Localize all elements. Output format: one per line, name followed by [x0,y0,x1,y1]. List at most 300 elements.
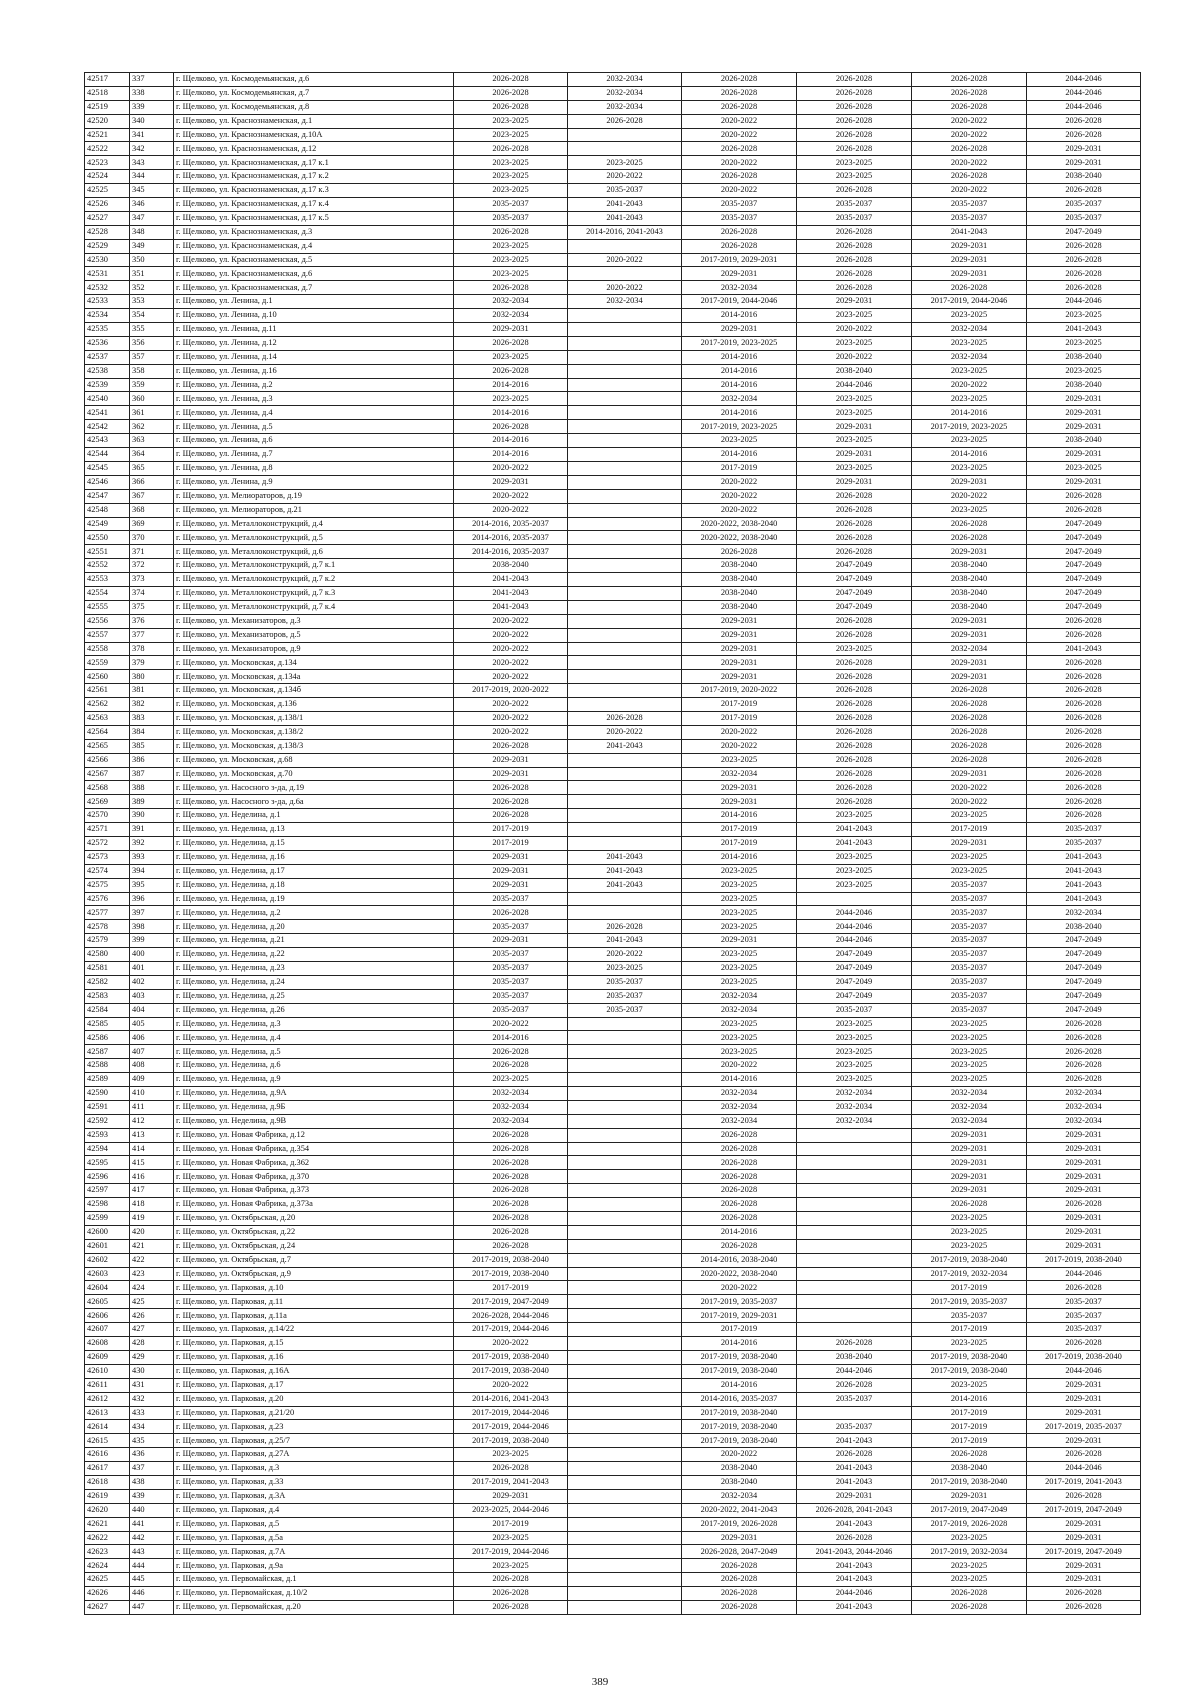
record-id-cell: 42623 [85,1545,130,1559]
period-2-cell [568,1295,682,1309]
address-cell: г. Щелково, ул. Парковая, д.21/20 [174,1406,454,1420]
period-5-cell: 2029-2031 [912,656,1027,670]
period-4-cell: 2026-2028 [797,489,912,503]
period-2-cell [568,823,682,837]
period-4-cell: 2038-2040 [797,364,912,378]
period-2-cell [568,670,682,684]
period-3-cell: 2020-2022 [682,1281,797,1295]
period-2-cell [568,239,682,253]
address-cell: г. Щелково, ул. Неделина, д.22 [174,948,454,962]
address-cell: г. Щелково, ул. Парковая, д.11 [174,1295,454,1309]
period-3-cell: 2014-2016 [682,809,797,823]
record-id-cell: 42562 [85,698,130,712]
period-2-cell [568,448,682,462]
period-2-cell [568,767,682,781]
period-4-cell: 2026-2028 [797,739,912,753]
table-row [85,767,1141,781]
row-number-cell: 371 [130,545,174,559]
row-number-cell: 446 [130,1587,174,1601]
period-3-cell: 2023-2025 [682,906,797,920]
period-3-cell: 2029-2031 [682,795,797,809]
period-3-cell: 2026-2028 [682,1573,797,1587]
period-2-cell [568,1309,682,1323]
period-4-cell [797,1253,912,1267]
period-5-cell: 2023-2025 [912,364,1027,378]
record-id-cell: 42573 [85,850,130,864]
period-6-cell: 2026-2028 [1027,253,1141,267]
period-3-cell: 2017-2019, 2035-2037 [682,1295,797,1309]
period-5-cell: 2023-2025 [912,1212,1027,1226]
record-id-cell: 42548 [85,503,130,517]
row-number-cell: 391 [130,823,174,837]
table-row [85,461,1141,475]
period-3-cell: 2017-2019, 2023-2025 [682,420,797,434]
table-row [85,1128,1141,1142]
period-3-cell: 2023-2025 [682,1045,797,1059]
table-row [85,1073,1141,1087]
period-6-cell: 2032-2034 [1027,1114,1141,1128]
period-1-cell: 2020-2022 [454,698,568,712]
period-5-cell: 2029-2031 [912,836,1027,850]
period-4-cell: 2026-2028 [797,253,912,267]
record-id-cell: 42535 [85,323,130,337]
period-5-cell: 2020-2022 [912,156,1027,170]
row-number-cell: 435 [130,1434,174,1448]
table-row [85,267,1141,281]
record-id-cell: 42545 [85,461,130,475]
period-3-cell: 2023-2025 [682,1031,797,1045]
period-5-cell: 2026-2028 [912,517,1027,531]
row-number-cell: 398 [130,920,174,934]
period-4-cell [797,1128,912,1142]
period-2-cell [568,1059,682,1073]
period-2-cell: 2020-2022 [568,253,682,267]
period-3-cell: 2026-2028 [682,1198,797,1212]
address-cell: г. Щелково, ул. Московская, д.138/1 [174,711,454,725]
period-3-cell: 2026-2028 [682,1184,797,1198]
period-3-cell: 2026-2028 [682,225,797,239]
period-6-cell: 2026-2028 [1027,795,1141,809]
period-6-cell: 2026-2028 [1027,809,1141,823]
period-4-cell: 2029-2031 [797,420,912,434]
row-number-cell: 447 [130,1600,174,1614]
period-1-cell: 2026-2028 [454,1184,568,1198]
period-2-cell [568,628,682,642]
row-number-cell: 344 [130,170,174,184]
record-id-cell: 42550 [85,531,130,545]
period-5-cell: 2035-2037 [912,211,1027,225]
period-2-cell [568,656,682,670]
record-id-cell: 42595 [85,1156,130,1170]
period-5-cell: 2026-2028 [912,698,1027,712]
address-cell: г. Щелково, ул. Московская, д.134а [174,670,454,684]
table-row [85,1475,1141,1489]
row-number-cell: 338 [130,86,174,100]
period-1-cell: 2014-2016 [454,448,568,462]
period-5-cell: 2035-2037 [912,892,1027,906]
table-row [85,711,1141,725]
period-4-cell: 2026-2028 [797,545,912,559]
period-4-cell: 2026-2028 [797,656,912,670]
period-3-cell: 2014-2016, 2035-2037 [682,1392,797,1406]
period-1-cell: 2026-2028 [454,73,568,87]
record-id-cell: 42625 [85,1573,130,1587]
table-row [85,1045,1141,1059]
period-1-cell: 2026-2028 [454,1170,568,1184]
period-6-cell: 2038-2040 [1027,378,1141,392]
period-5-cell: 2017-2019 [912,1281,1027,1295]
row-number-cell: 409 [130,1073,174,1087]
period-1-cell: 2020-2022 [454,628,568,642]
period-3-cell: 2017-2019, 2044-2046 [682,295,797,309]
table-row [85,586,1141,600]
period-2-cell [568,503,682,517]
record-id-cell: 42557 [85,628,130,642]
period-5-cell: 2029-2031 [912,267,1027,281]
row-number-cell: 408 [130,1059,174,1073]
period-5-cell: 2026-2028 [912,1587,1027,1601]
table-row [85,1059,1141,1073]
table-row [85,531,1141,545]
row-number-cell: 337 [130,73,174,87]
row-number-cell: 381 [130,684,174,698]
period-2-cell: 2041-2043 [568,739,682,753]
period-4-cell: 2026-2028 [797,184,912,198]
table-row [85,170,1141,184]
record-id-cell: 42520 [85,114,130,128]
period-6-cell: 2035-2037 [1027,836,1141,850]
period-3-cell: 2017-2019, 2023-2025 [682,336,797,350]
period-2-cell [568,128,682,142]
period-3-cell: 2038-2040 [682,1462,797,1476]
period-2-cell [568,1600,682,1614]
table-row [85,1364,1141,1378]
table-row [85,1434,1141,1448]
row-number-cell: 445 [130,1573,174,1587]
record-id-cell: 42575 [85,878,130,892]
record-id-cell: 42537 [85,350,130,364]
table-row [85,836,1141,850]
period-6-cell: 2026-2028 [1027,781,1141,795]
period-1-cell: 2026-2028 [454,1600,568,1614]
address-cell: г. Щелково, ул. Парковая, д.16А [174,1364,454,1378]
row-number-cell: 347 [130,211,174,225]
record-id-cell: 42536 [85,336,130,350]
record-id-cell: 42529 [85,239,130,253]
period-2-cell [568,1156,682,1170]
period-6-cell: 2026-2028 [1027,698,1141,712]
address-cell: г. Щелково, ул. Ленина, д.8 [174,461,454,475]
period-3-cell: 2023-2025 [682,753,797,767]
period-1-cell: 2014-2016, 2035-2037 [454,531,568,545]
period-6-cell: 2026-2028 [1027,656,1141,670]
table-row [85,1462,1141,1476]
period-4-cell: 2026-2028 [797,73,912,87]
address-cell: г. Щелково, ул. Неделина, д.24 [174,975,454,989]
table-row [85,1156,1141,1170]
period-1-cell: 2026-2028 [454,142,568,156]
period-1-cell: 2020-2022 [454,1378,568,1392]
address-cell: г. Щелково, ул. Октябрьская, д.9 [174,1267,454,1281]
period-2-cell [568,517,682,531]
record-id-cell: 42619 [85,1489,130,1503]
record-id-cell: 42561 [85,684,130,698]
period-3-cell: 2026-2028 [682,1142,797,1156]
period-6-cell: 2047-2049 [1027,559,1141,573]
address-cell: г. Щелково, ул. Ленина, д.7 [174,448,454,462]
period-3-cell: 2017-2019, 2038-2040 [682,1420,797,1434]
table-row [85,295,1141,309]
period-3-cell: 2014-2016 [682,406,797,420]
period-2-cell [568,1420,682,1434]
period-2-cell [568,461,682,475]
row-number-cell: 375 [130,600,174,614]
period-1-cell: 2029-2031 [454,767,568,781]
address-cell: г. Щелково, ул. Парковая, д.17 [174,1378,454,1392]
period-2-cell [568,753,682,767]
period-4-cell: 2047-2049 [797,559,912,573]
table-row [85,1017,1141,1031]
period-3-cell: 2023-2025 [682,975,797,989]
period-1-cell: 2038-2040 [454,559,568,573]
table-row [85,378,1141,392]
period-6-cell: 2029-2031 [1027,156,1141,170]
period-1-cell: 2017-2019 [454,1517,568,1531]
row-number-cell: 430 [130,1364,174,1378]
period-4-cell: 2023-2025 [797,850,912,864]
address-cell: г. Щелково, ул. Ленина, д.10 [174,309,454,323]
period-1-cell: 2035-2037 [454,1003,568,1017]
period-3-cell: 2032-2034 [682,1087,797,1101]
row-number-cell: 366 [130,475,174,489]
table-row [85,350,1141,364]
row-number-cell: 349 [130,239,174,253]
period-2-cell [568,1337,682,1351]
period-5-cell: 2023-2025 [912,392,1027,406]
period-5-cell: 2017-2019 [912,1406,1027,1420]
period-5-cell: 2035-2037 [912,1309,1027,1323]
period-6-cell: 2029-2031 [1027,1128,1141,1142]
address-cell: г. Щелково, ул. Металлоконструкций, д.7 к.4 [174,600,454,614]
period-5-cell: 2023-2025 [912,1337,1027,1351]
period-5-cell: 2023-2025 [912,1239,1027,1253]
row-number-cell: 426 [130,1309,174,1323]
row-number-cell: 359 [130,378,174,392]
period-5-cell: 2017-2019 [912,1434,1027,1448]
period-6-cell: 2038-2040 [1027,350,1141,364]
table-row [85,420,1141,434]
record-id-cell: 42552 [85,559,130,573]
period-6-cell: 2029-2031 [1027,1406,1141,1420]
period-6-cell: 2026-2028 [1027,128,1141,142]
period-5-cell: 2026-2028 [912,73,1027,87]
period-1-cell: 2017-2019, 2041-2043 [454,1475,568,1489]
period-1-cell: 2020-2022 [454,489,568,503]
period-6-cell: 2026-2028 [1027,1017,1141,1031]
period-3-cell: 2032-2034 [682,1100,797,1114]
row-number-cell: 388 [130,781,174,795]
period-6-cell: 2029-2031 [1027,1573,1141,1587]
table-row [85,545,1141,559]
period-1-cell: 2029-2031 [454,1489,568,1503]
table-row [85,489,1141,503]
period-2-cell: 2020-2022 [568,281,682,295]
period-3-cell: 2014-2016 [682,378,797,392]
period-3-cell: 2038-2040 [682,573,797,587]
period-1-cell: 2026-2028 [454,739,568,753]
period-1-cell: 2017-2019, 2044-2046 [454,1420,568,1434]
table-row [85,1489,1141,1503]
period-4-cell: 2026-2028, 2041-2043 [797,1503,912,1517]
record-id-cell: 42522 [85,142,130,156]
period-6-cell: 2029-2031 [1027,142,1141,156]
row-number-cell: 358 [130,364,174,378]
row-number-cell: 415 [130,1156,174,1170]
period-5-cell: 2017-2019 [912,1323,1027,1337]
record-id-cell: 42588 [85,1059,130,1073]
period-2-cell [568,364,682,378]
row-number-cell: 394 [130,864,174,878]
address-cell: г. Щелково, ул. Неделина, д.19 [174,892,454,906]
address-cell: г. Щелково, ул. Парковая, д.14/22 [174,1323,454,1337]
address-cell: г. Щелково, ул. Неделина, д.23 [174,962,454,976]
period-2-cell [568,1378,682,1392]
period-6-cell: 2026-2028 [1027,767,1141,781]
address-cell: г. Щелково, ул. Неделина, д.4 [174,1031,454,1045]
row-number-cell: 412 [130,1114,174,1128]
period-2-cell [568,892,682,906]
period-1-cell: 2014-2016 [454,406,568,420]
period-4-cell: 2026-2028 [797,517,912,531]
record-id-cell: 42594 [85,1142,130,1156]
period-1-cell: 2035-2037 [454,948,568,962]
period-1-cell: 2017-2019, 2038-2040 [454,1434,568,1448]
table-row [85,1420,1141,1434]
period-2-cell: 2026-2028 [568,114,682,128]
period-5-cell: 2032-2034 [912,1114,1027,1128]
period-3-cell: 2032-2034 [682,1489,797,1503]
period-1-cell: 2026-2028 [454,1142,568,1156]
period-4-cell: 2026-2028 [797,684,912,698]
row-number-cell: 402 [130,975,174,989]
period-3-cell: 2029-2031 [682,670,797,684]
table-row [85,336,1141,350]
address-cell: г. Щелково, ул. Московская, д.136 [174,698,454,712]
period-4-cell: 2026-2028 [797,100,912,114]
row-number-cell: 357 [130,350,174,364]
address-cell: г. Щелково, ул. Мелиораторов, д.21 [174,503,454,517]
address-cell: г. Щелково, ул. Неделина, д.21 [174,934,454,948]
period-3-cell: 2026-2028, 2047-2049 [682,1545,797,1559]
period-3-cell: 2020-2022, 2038-2040 [682,1267,797,1281]
period-6-cell: 2047-2049 [1027,1003,1141,1017]
period-1-cell: 2017-2019, 2047-2049 [454,1295,568,1309]
table-row [85,1587,1141,1601]
period-1-cell: 2023-2025 [454,1531,568,1545]
address-cell: г. Щелково, ул. Парковая, д.9а [174,1559,454,1573]
address-cell: г. Щелково, ул. Краснознаменская, д.17 к.2 [174,170,454,184]
record-id-cell: 42612 [85,1392,130,1406]
address-cell: г. Щелково, ул. Парковая, д.4 [174,1503,454,1517]
record-id-cell: 42580 [85,948,130,962]
period-4-cell: 2041-2043, 2044-2046 [797,1545,912,1559]
record-id-cell: 42567 [85,767,130,781]
address-cell: г. Щелково, ул. Неделина, д.25 [174,989,454,1003]
record-id-cell: 42543 [85,434,130,448]
period-6-cell: 2026-2028 [1027,1281,1141,1295]
row-number-cell: 343 [130,156,174,170]
period-1-cell: 2035-2037 [454,975,568,989]
table-row [85,1503,1141,1517]
row-number-cell: 351 [130,267,174,281]
table-row [85,1253,1141,1267]
period-6-cell: 2029-2031 [1027,1142,1141,1156]
table-row [85,670,1141,684]
record-id-cell: 42618 [85,1475,130,1489]
row-number-cell: 361 [130,406,174,420]
table-row [85,253,1141,267]
row-number-cell: 373 [130,573,174,587]
period-5-cell: 2023-2025 [912,336,1027,350]
period-5-cell: 2023-2025 [912,1225,1027,1239]
record-id-cell: 42626 [85,1587,130,1601]
table-row [85,184,1141,198]
row-number-cell: 444 [130,1559,174,1573]
period-5-cell: 2029-2031 [912,475,1027,489]
address-cell: г. Щелково, ул. Московская, д.68 [174,753,454,767]
address-cell: г. Щелково, ул. Московская, д.138/2 [174,725,454,739]
period-5-cell: 2026-2028 [912,684,1027,698]
period-6-cell: 2047-2049 [1027,586,1141,600]
period-3-cell: 2014-2016 [682,350,797,364]
period-1-cell: 2023-2025 [454,184,568,198]
period-4-cell: 2038-2040 [797,1350,912,1364]
period-5-cell: 2029-2031 [912,767,1027,781]
period-1-cell: 2020-2022 [454,642,568,656]
period-4-cell: 2026-2028 [797,725,912,739]
period-2-cell: 2035-2037 [568,1003,682,1017]
record-id-cell: 42617 [85,1462,130,1476]
period-6-cell: 2026-2028 [1027,1489,1141,1503]
period-5-cell: 2023-2025 [912,1073,1027,1087]
address-cell: г. Щелково, ул. Насосного з-да, д.6а [174,795,454,809]
record-id-cell: 42521 [85,128,130,142]
address-cell: г. Щелково, ул. Краснознаменская, д.6 [174,267,454,281]
period-3-cell: 2032-2034 [682,392,797,406]
period-5-cell: 2023-2025 [912,1059,1027,1073]
period-3-cell: 2020-2022, 2038-2040 [682,517,797,531]
record-id-cell: 42600 [85,1225,130,1239]
period-1-cell: 2017-2019 [454,823,568,837]
period-4-cell: 2026-2028 [797,281,912,295]
period-2-cell [568,1142,682,1156]
period-4-cell: 2026-2028 [797,767,912,781]
period-2-cell [568,573,682,587]
table-row [85,239,1141,253]
period-1-cell: 2035-2037 [454,892,568,906]
period-1-cell: 2035-2037 [454,198,568,212]
period-6-cell: 2041-2043 [1027,864,1141,878]
row-number-cell: 352 [130,281,174,295]
record-id-cell: 42559 [85,656,130,670]
period-4-cell: 2026-2028 [797,142,912,156]
row-number-cell: 400 [130,948,174,962]
period-1-cell: 2029-2031 [454,864,568,878]
period-5-cell: 2023-2025 [912,850,1027,864]
row-number-cell: 411 [130,1100,174,1114]
period-1-cell: 2026-2028 [454,809,568,823]
period-5-cell: 2038-2040 [912,1462,1027,1476]
